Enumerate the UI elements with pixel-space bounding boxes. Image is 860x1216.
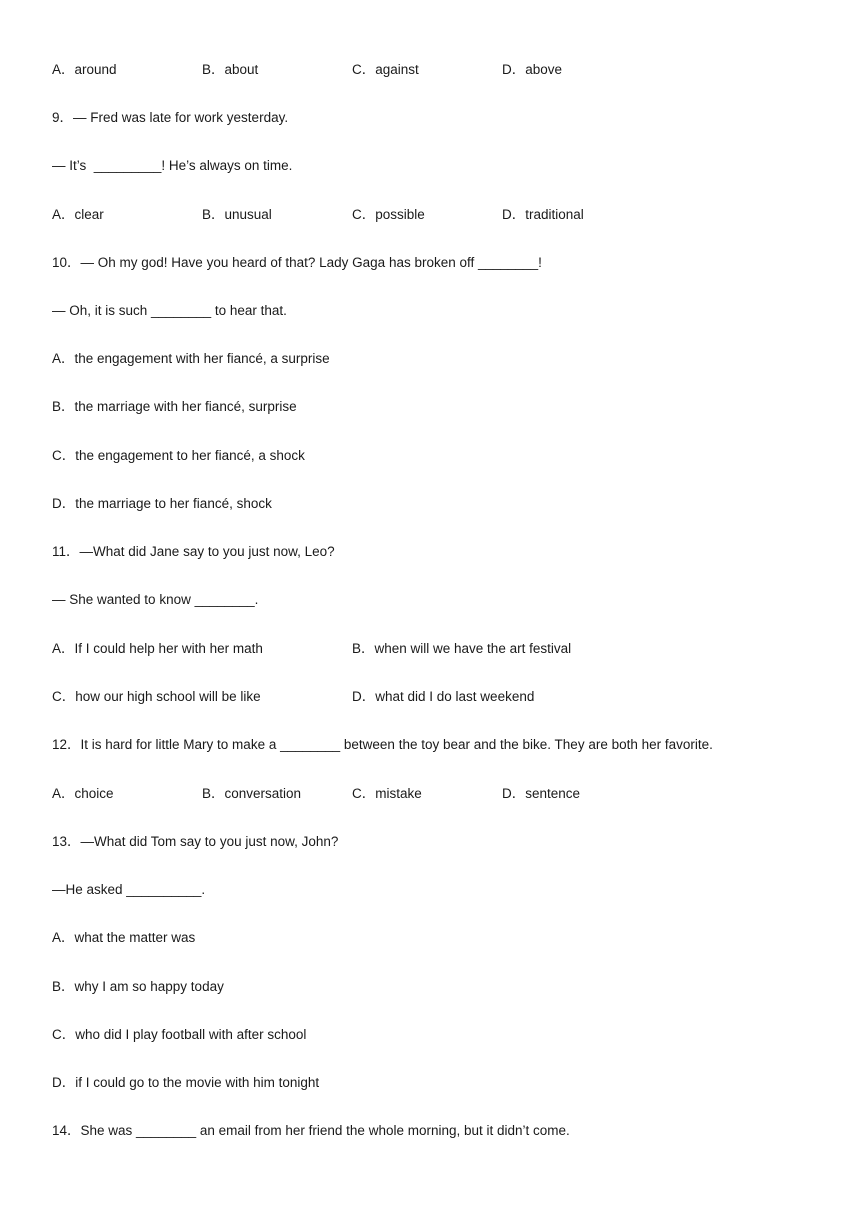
- q13-reply: —He asked __________.: [52, 882, 206, 897]
- q9-option-a: A．clear: [52, 207, 104, 222]
- q8-option-c: C．against: [352, 62, 419, 77]
- q12-option-b: B．conversation: [202, 786, 302, 801]
- q8-option-b: B．about: [202, 62, 259, 77]
- q8-option-d: D．above: [502, 62, 563, 77]
- q10-option-d: D．the marriage to her fiancé, shock: [52, 496, 272, 511]
- q9-option-d: D．traditional: [502, 207, 584, 222]
- q12-option-d: D．sentence: [502, 786, 581, 801]
- q13-option-d: D．if I could go to the movie with him tonight: [52, 1075, 320, 1090]
- q11-option-b: B．when will we have the art festival: [352, 641, 572, 656]
- q10-reply: — Oh, it is such ________ to hear that.: [52, 303, 287, 318]
- q10-option-c: C．the engagement to her fiancé, a shock: [52, 448, 305, 463]
- q9-option-b: B．unusual: [202, 207, 272, 222]
- q10-option-b: B．the marriage with her fiancé, surprise: [52, 399, 297, 414]
- q11-stem: 11．—What did Jane say to you just now, Leo?: [52, 544, 335, 559]
- q13-option-a: A．what the matter was: [52, 930, 196, 945]
- q11-reply: — She wanted to know ________.: [52, 592, 259, 607]
- q11-option-a: A．If I could help her with her math: [52, 641, 263, 656]
- q14-stem: 14．She was ________ an email from her friend the whole morning, but it didn’t come.: [52, 1123, 570, 1138]
- q12-option-a: A．choice: [52, 786, 114, 801]
- q9-reply: — It’s _________! He’s always on time.: [52, 158, 293, 173]
- q13-option-b: B．why I am so happy today: [52, 979, 224, 994]
- q11-option-c: C．how our high school will be like: [52, 689, 261, 704]
- q13-option-c: C．who did I play football with after school: [52, 1027, 307, 1042]
- q12-option-c: C．mistake: [352, 786, 422, 801]
- q8-option-a: A．around: [52, 62, 117, 77]
- q13-stem: 13．—What did Tom say to you just now, John?: [52, 834, 339, 849]
- q11-option-d: D．what did I do last weekend: [352, 689, 535, 704]
- q9-stem: 9．— Fred was late for work yesterday.: [52, 110, 289, 125]
- q12-stem: 12．It is hard for little Mary to make a ________ between the toy bear and the bike. They are both her favorite.: [52, 737, 713, 752]
- q10-stem: 10．— Oh my god! Have you heard of that? Lady Gaga has broken off ________!: [52, 255, 542, 270]
- q9-option-c: C．possible: [352, 207, 425, 222]
- q10-option-a: A．the engagement with her fiancé, a surprise: [52, 351, 330, 366]
